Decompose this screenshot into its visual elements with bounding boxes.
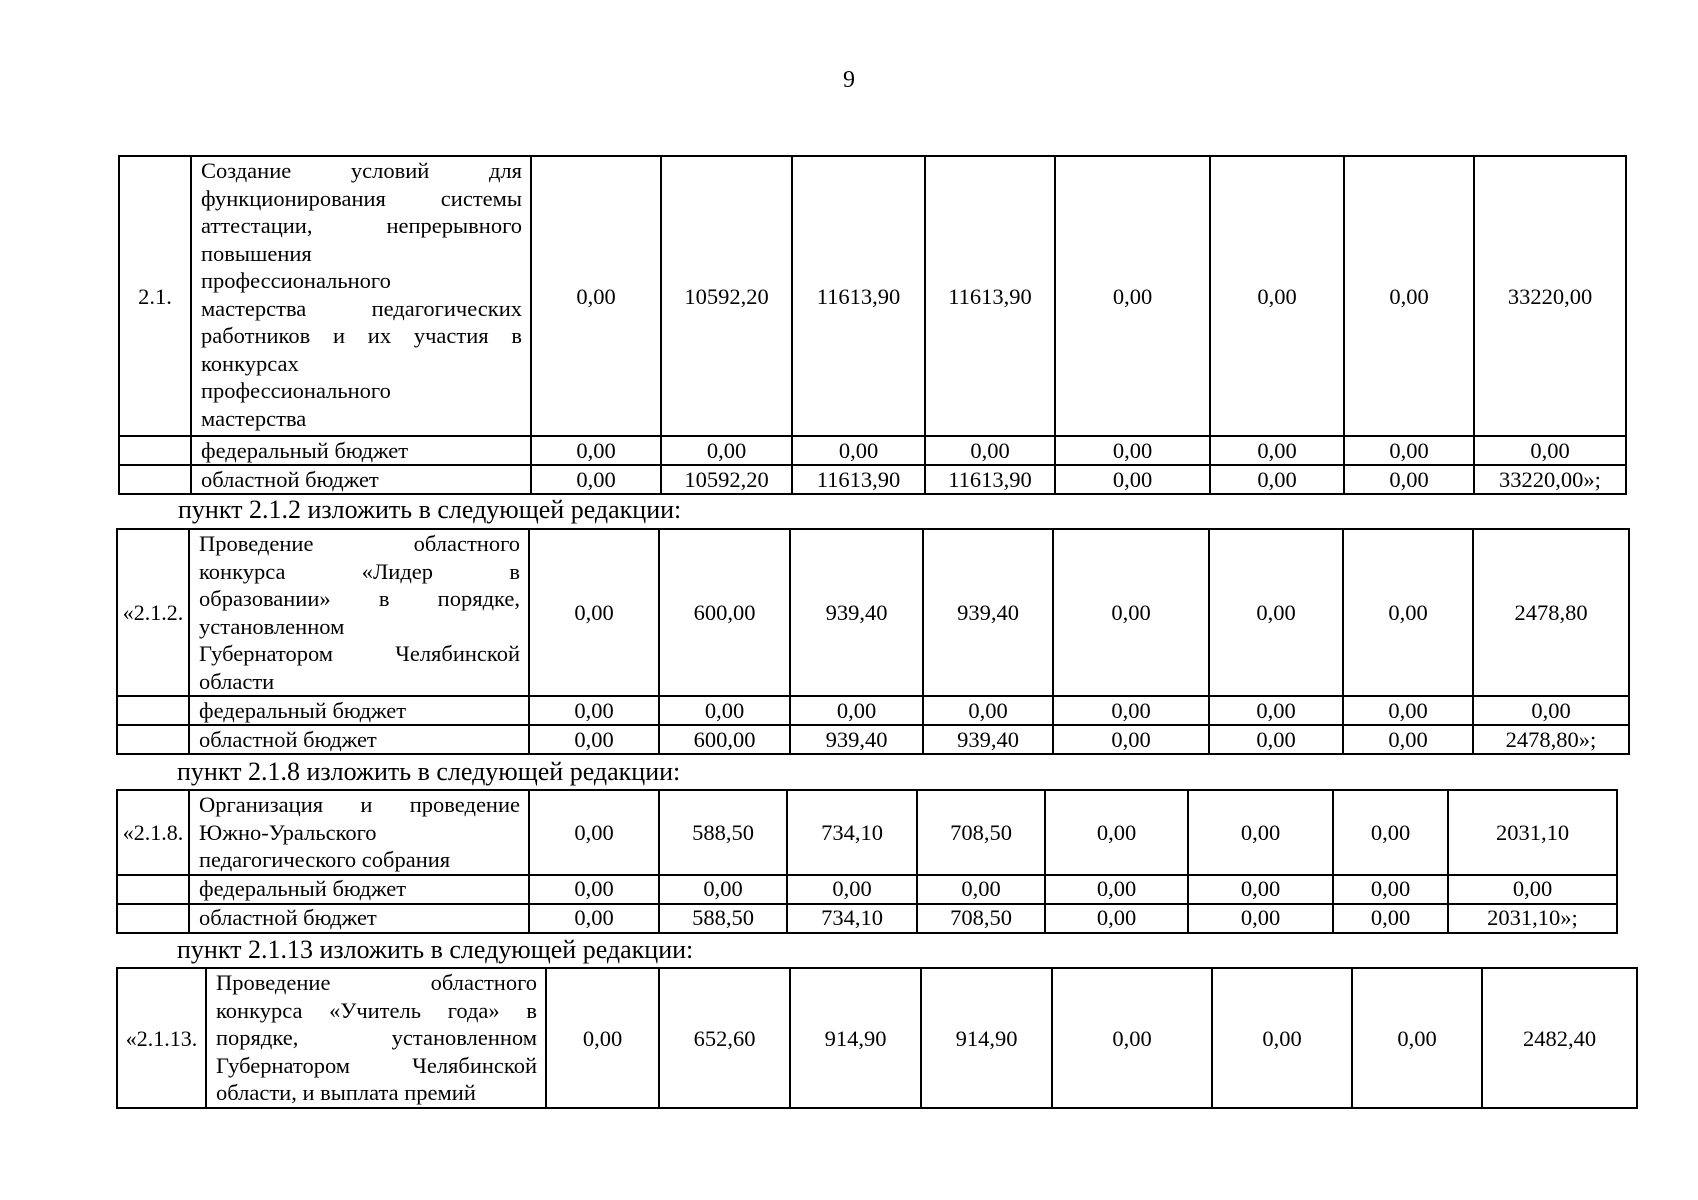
section-2-1 [118,155,1627,495]
value-cell: 0,00 [923,696,1053,725]
value-cell: 0,00 [1188,875,1333,904]
item-name-line: Создание условий для [201,158,522,183]
value-cell: 939,40 [790,529,923,696]
total-cell: 2478,80 [1473,529,1629,696]
value-cell: 0,00 [529,875,659,904]
value-cell: 0,00 [1343,696,1473,725]
total-cell: 2482,40 [1482,968,1637,1108]
empty-cell [117,904,189,933]
value-cell: 0,00 [1053,529,1209,696]
value-cell: 588,50 [659,790,787,875]
table-row-federal [117,696,1629,725]
value-cell: 0,00 [1210,156,1344,436]
item-name [206,968,546,1108]
table-row-regional [117,904,1617,933]
item-name-line: работников и их участия в [201,323,522,348]
value-cell: 0,00 [1333,904,1448,933]
value-cell: 10592,20 [661,465,792,494]
total-cell: 0,00 [1448,875,1617,904]
value-cell: 734,10 [787,904,917,933]
total-cell: 33220,00»; [1474,465,1626,494]
value-cell: 0,00 [917,875,1045,904]
value-cell: 0,00 [1344,436,1474,465]
value-cell: 939,40 [923,529,1053,696]
section-2-1-2 [116,528,1630,755]
empty-cell [119,465,191,494]
value-cell: 0,00 [1210,436,1344,465]
budget-table-2-1-13 [116,967,1638,1109]
item-name-line: конкурсах [201,350,299,376]
item-name-line: установленном [199,613,345,639]
table-row-main [117,790,1617,875]
item-name-line: Проведение областного [199,531,520,556]
value-cell: 0,00 [1209,529,1343,696]
value-cell: 600,00 [659,529,790,696]
value-cell: 0,00 [1052,968,1212,1108]
value-cell: 11613,90 [792,156,925,436]
page-number: 9 [843,67,855,93]
value-cell: 734,10 [787,790,917,875]
empty-cell [117,875,189,904]
instruction-2-1-8: пункт 2.1.8 изложить в следующей редакции: [177,757,681,786]
table-row-regional [117,725,1629,754]
section-2-1-13 [116,967,1638,1109]
empty-cell [119,436,191,465]
value-cell: 0,00 [1333,875,1448,904]
value-cell: 0,00 [529,725,659,754]
value-cell: 0,00 [531,156,661,436]
table-row-main [119,156,1626,436]
value-cell: 10592,20 [661,156,792,436]
value-cell: 708,50 [917,790,1045,875]
value-cell: 588,50 [659,904,787,933]
budget-table-2-1-2 [116,528,1630,755]
value-cell: 0,00 [659,696,790,725]
value-cell: 0,00 [1045,875,1188,904]
instruction-2-1-13: пункт 2.1.13 изложить в следующей редакции: [177,935,694,964]
value-cell: 708,50 [917,904,1045,933]
value-cell: 0,00 [787,875,917,904]
item-number: 2.1. [119,156,191,436]
value-cell: 939,40 [923,725,1053,754]
value-cell: 0,00 [1055,436,1210,465]
value-cell: 0,00 [1209,725,1343,754]
item-name-line: функционирования системы [201,185,522,211]
item-name-line: порядке, установленном [216,1025,537,1050]
value-cell: 0,00 [1212,968,1352,1108]
item-name [189,790,529,875]
section-2-1-8 [116,789,1618,934]
value-cell: 0,00 [1333,790,1448,875]
budget-table-2-1-8 [116,789,1618,934]
value-cell: 0,00 [531,465,661,494]
value-cell: 0,00 [925,436,1055,465]
table-row-regional [119,465,1626,494]
item-name [189,529,529,696]
row-label: федеральный бюджет [191,436,531,465]
value-cell: 11613,90 [925,465,1055,494]
value-cell: 0,00 [1045,904,1188,933]
row-label: федеральный бюджет [189,696,529,725]
item-name-line: конкурса «Лидер в [199,558,520,584]
value-cell: 0,00 [546,968,659,1108]
value-cell: 0,00 [1053,725,1209,754]
item-name-line: образовании» в порядке, [199,586,520,611]
row-label: областной бюджет [189,725,529,754]
total-cell: 0,00 [1473,696,1629,725]
value-cell: 0,00 [1352,968,1482,1108]
total-cell: 33220,00 [1474,156,1626,436]
value-cell: 0,00 [790,696,923,725]
total-cell: 0,00 [1474,436,1626,465]
value-cell: 0,00 [1344,156,1474,436]
value-cell: 0,00 [661,436,792,465]
value-cell: 0,00 [529,904,659,933]
value-cell: 0,00 [1343,725,1473,754]
value-cell: 0,00 [529,696,659,725]
value-cell: 914,90 [921,968,1052,1108]
value-cell: 0,00 [1188,790,1333,875]
value-cell: 0,00 [529,790,659,875]
value-cell: 0,00 [1045,790,1188,875]
item-name-line: конкурса «Учитель года» в [216,997,537,1023]
value-cell: 0,00 [1344,465,1474,494]
row-label: областной бюджет [189,904,529,933]
total-cell: 2031,10 [1448,790,1617,875]
instruction-2-1-2: пункт 2.1.2 изложить в следующей редакции: [178,495,682,524]
item-number: «2.1.2. [117,529,189,696]
item-name-line: области [199,668,275,694]
value-cell: 0,00 [1055,465,1210,494]
table-row-main [117,529,1629,696]
total-cell: 2478,80»; [1473,725,1629,754]
item-name-line: аттестации, непрерывного [201,213,522,238]
item-name [191,156,531,436]
item-name-line: педагогического собрания [199,847,451,872]
item-name-line: Проведение областного [216,970,537,995]
item-name-line: области, и выплата премий [216,1080,476,1105]
value-cell: 0,00 [1188,904,1333,933]
item-name-line: Губернатором Челябинской [216,1052,537,1078]
budget-table-2-1 [118,155,1627,495]
value-cell: 0,00 [659,875,787,904]
value-cell: 11613,90 [925,156,1055,436]
value-cell: 0,00 [1053,696,1209,725]
value-cell: 0,00 [1209,696,1343,725]
item-name-line: профессионального [201,378,391,403]
total-cell: 2031,10»; [1448,904,1617,933]
value-cell: 652,60 [659,968,790,1108]
item-name-line: мастерства педагогических [201,295,522,321]
table-row-federal [119,436,1626,465]
empty-cell [117,696,189,725]
table-row-main [117,968,1637,1108]
item-name-line: профессионального [201,268,391,293]
value-cell: 0,00 [792,436,925,465]
item-name-line: мастерства [201,405,307,431]
value-cell: 0,00 [1055,156,1210,436]
item-name-line: Организация и проведение [199,792,520,817]
value-cell: 600,00 [659,725,790,754]
item-number: «2.1.13. [117,968,206,1108]
item-name-line: Южно-Уральского [199,819,377,845]
row-label: федеральный бюджет [189,875,529,904]
value-cell: 0,00 [1343,529,1473,696]
item-name-line: повышения [201,240,312,266]
item-number: «2.1.8. [117,790,189,875]
value-cell: 0,00 [1210,465,1344,494]
value-cell: 939,40 [790,725,923,754]
value-cell: 11613,90 [792,465,925,494]
empty-cell [117,725,189,754]
table-row-federal [117,875,1617,904]
value-cell: 0,00 [529,529,659,696]
value-cell: 914,90 [790,968,921,1108]
value-cell: 0,00 [531,436,661,465]
item-name-line: Губернатором Челябинской [199,641,520,666]
row-label: областной бюджет [191,465,531,494]
